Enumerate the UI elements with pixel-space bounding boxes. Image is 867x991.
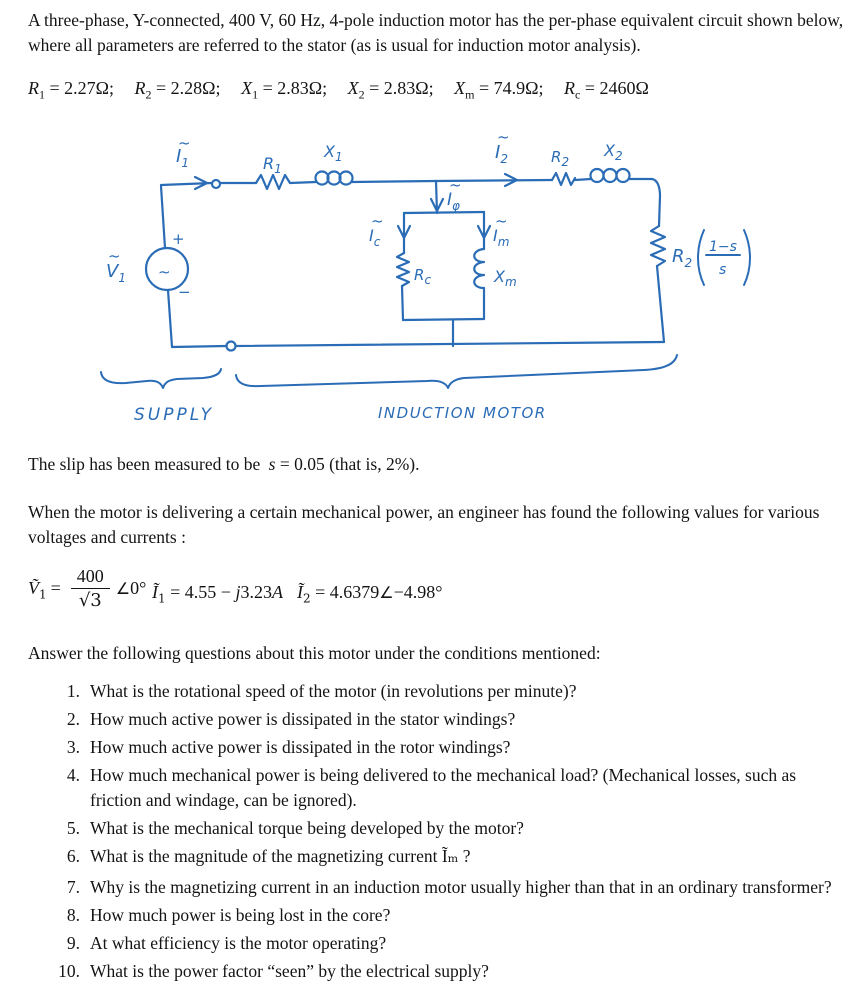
i2-angle-sign: ∠: [379, 583, 394, 602]
slip-variable: s: [268, 454, 276, 474]
question-text: Why is the magnetizing current in an induction motor usually higher than that in an ordinary transformer?: [90, 877, 832, 897]
v1-subscript: 1: [39, 587, 47, 602]
i2-equals: = 4.6379: [315, 582, 380, 602]
resistor-r1: [256, 175, 290, 189]
param-subscript: 1: [39, 87, 45, 102]
v1-angle-value: 0°: [130, 578, 147, 598]
i1-equals: = 4.55 −: [170, 582, 231, 602]
wire-bottom-left: [172, 346, 226, 347]
wire-right-corner: [652, 179, 660, 226]
question-text: What is the power factor “seen” by the electrical supply?: [90, 961, 489, 981]
tilde-mark: ~: [497, 128, 510, 146]
label-subscript: 1: [181, 156, 189, 170]
label-base: I: [493, 226, 498, 245]
question-text: How much mechanical power is being delivered to the mechanical load? (Mechanical losses, such as friction and windage, can be ignored).: [90, 765, 797, 810]
wire-right-down: [657, 266, 664, 342]
param-value: = 2.83Ω;: [369, 78, 434, 98]
wire-top-4: [352, 181, 436, 182]
question-number: 9.: [66, 933, 80, 953]
question-number: 2.: [66, 709, 80, 729]
label-subscript: m: [497, 235, 510, 249]
load-label-left-paren: [698, 230, 704, 285]
v1-base: Ṽ: [28, 578, 39, 598]
resistor-load: [651, 226, 665, 266]
label-base: I: [176, 146, 182, 167]
tilde-mark: ~: [178, 134, 191, 152]
value-i1: [152, 582, 283, 606]
supply-caption: SUPPLY: [134, 405, 214, 425]
supply-brace: [101, 369, 221, 388]
parameter-rc: [564, 78, 649, 102]
question-number: 4.: [66, 765, 80, 785]
label-base: R: [414, 266, 425, 284]
question-number: 5.: [66, 818, 80, 838]
question-item: [48, 679, 848, 704]
param-subscript: m: [465, 87, 475, 102]
i1-subscript: 1: [158, 591, 166, 606]
question-number: 7.: [66, 877, 80, 897]
label-subscript: 1: [118, 271, 126, 285]
question-item: [48, 959, 848, 984]
questions-list: [48, 679, 848, 987]
equivalent-circuit-diagram: [0, 122, 867, 434]
wire-source-bottom: [168, 290, 172, 347]
label-subscript: 2: [500, 152, 508, 166]
question-item: [48, 931, 848, 956]
label-base: I: [447, 190, 453, 210]
tilde-mark: ~: [495, 212, 508, 230]
question-text: What is the magnitude of the magnetizing current Ĩₘ ?: [90, 846, 471, 866]
inductor-x2-loop: [604, 169, 617, 182]
v1-denominator: √3: [78, 590, 102, 611]
v1-fraction: [71, 566, 110, 611]
param-value: = 2460Ω: [584, 78, 649, 98]
i1-unit: A: [271, 582, 283, 602]
source-plus-sign: +: [172, 230, 185, 248]
inductor-x2-loop: [591, 169, 604, 182]
tilde-mark: ~: [371, 212, 384, 230]
i2-base: Ĩ: [297, 582, 303, 602]
shunt-box-bottom-rail: [403, 319, 484, 320]
value-i2: [297, 582, 443, 606]
terminal-top: [212, 180, 220, 188]
v1-symbol: [28, 578, 47, 602]
param-subscript: 1: [252, 87, 259, 102]
question-number: 1.: [66, 681, 80, 701]
wire-rc-branch-bottom: [402, 286, 403, 320]
parameters-line: [28, 78, 665, 102]
label-base: R: [263, 154, 275, 173]
label-base: R: [672, 246, 685, 267]
intro-paragraph: A three-phase, Y-connected, 400 V, 60 Hz, 4-pole induction motor has the per-phase equivalent circuit shown below, where all parameters are referred to the stator (as is usual for induction motor analysis).: [28, 10, 844, 55]
question-text: What is the mechanical torque being developed by the motor?: [90, 818, 524, 838]
label-subscript: 2: [561, 155, 570, 169]
label-subscript: 2: [684, 256, 693, 270]
param-subscript: 2: [358, 87, 365, 102]
question-number: 10.: [58, 961, 80, 981]
question-text: At what efficiency is the motor operating?: [90, 933, 387, 953]
inductor-x1-label: [323, 142, 343, 164]
question-text: How much active power is dissipated in the rotor windings?: [90, 737, 511, 757]
label-subscript: c: [373, 235, 381, 249]
source-wave-icon: ∼: [158, 263, 171, 281]
resistor-rc: [397, 253, 409, 286]
question-item: [48, 816, 848, 841]
resistor-r1-label: [263, 154, 282, 176]
inductor-xm-label: [493, 267, 517, 289]
value-v1: [28, 566, 146, 611]
load-fraction-numerator: 1−s: [709, 239, 737, 255]
slip-text: The slip has been measured to be: [28, 454, 261, 474]
question-number: 3.: [66, 737, 80, 757]
tilde-mark: ~: [449, 176, 462, 194]
param-symbol: R: [28, 78, 39, 98]
label-subscript: 1: [334, 150, 343, 164]
values-row: [28, 566, 146, 611]
load-label-right-paren: [744, 230, 750, 285]
tilde-mark: ~: [108, 247, 121, 265]
param-symbol: X: [347, 78, 359, 98]
label-base: X: [494, 267, 505, 286]
question-item: [48, 735, 848, 760]
param-symbol: R: [134, 78, 146, 98]
source-minus-sign: −: [178, 283, 191, 301]
label-subscript: 2: [614, 149, 623, 163]
param-subscript: c: [575, 87, 581, 102]
question-text: How much power is being lost in the core?: [90, 905, 391, 925]
question-number: 6.: [66, 846, 80, 866]
param-value: = 2.83Ω;: [262, 78, 328, 98]
param-value: = 74.9Ω;: [478, 78, 544, 98]
question-text: How much active power is dissipated in the stator windings?: [90, 709, 516, 729]
question-item: [48, 763, 848, 813]
inductor-xm: [474, 249, 484, 288]
v1-equals: =: [50, 578, 61, 598]
question-item: [48, 707, 848, 732]
i1-imaginary-value: 3.23: [240, 582, 272, 602]
label-base: X: [324, 142, 335, 161]
i2-subscript: 2: [303, 591, 311, 606]
param-value: = 2.28Ω;: [156, 78, 221, 98]
slip-value: = 0.05 (that is, 2%).: [279, 454, 420, 474]
resistor-r2: [552, 173, 575, 185]
label-base: I: [369, 226, 374, 245]
label-subscript: φ: [452, 199, 460, 213]
i2-angle-value: −4.98°: [393, 582, 443, 602]
resistor-rc-label: [414, 266, 431, 287]
label-subscript: m: [504, 275, 517, 289]
v1-angle-sign: ∠: [115, 579, 131, 598]
load-resistor-label: [672, 246, 692, 270]
param-value: = 2.27Ω;: [49, 78, 115, 98]
measurement-paragraph: When the motor is delivering a certain mechanical power, an engineer has found the following values for various voltages and currents :: [28, 502, 820, 547]
question-item: [48, 875, 848, 900]
induction-motor-caption: INDUCTION MOTOR: [378, 404, 547, 422]
answer-instruction: Answer the following questions about this motor under the conditions mentioned:: [28, 643, 601, 663]
label-base: R: [551, 148, 562, 166]
question-item: [48, 844, 848, 869]
label-base: X: [604, 141, 615, 160]
param-symbol: X: [241, 78, 253, 98]
wire-bottom: [236, 342, 664, 346]
v1-numerator: 400: [71, 566, 110, 589]
label-subscript: c: [424, 273, 432, 287]
label-base: I: [495, 142, 501, 163]
question-number: 8.: [66, 905, 80, 925]
question-item: [48, 903, 848, 928]
wire-top-6: [575, 179, 591, 180]
shunt-box-top-rail: [404, 212, 484, 213]
param-symbol: X: [454, 78, 466, 98]
parameter-r1: [28, 78, 115, 102]
parameter-r2: [134, 78, 221, 102]
param-subscript: 2: [145, 87, 152, 102]
wire-source-top: [161, 186, 165, 248]
label-base: V: [106, 261, 119, 282]
question-text: What is the rotational speed of the motor (in revolutions per minute)?: [90, 681, 577, 701]
i1-imaginary-unit: j: [235, 582, 241, 602]
resistor-r2-label: [551, 148, 569, 169]
inductor-x2-loop: [617, 169, 630, 182]
inductor-x2-label: [603, 141, 623, 163]
i1-base: Ĩ: [152, 582, 158, 602]
voltage-v1-label: [106, 261, 126, 285]
terminal-bottom: [227, 342, 236, 351]
load-fraction-denominator: s: [719, 262, 727, 278]
parameter-xm: [454, 78, 544, 102]
induction-motor-brace: [236, 355, 677, 388]
wire-top-3: [290, 182, 316, 183]
label-subscript: 1: [274, 162, 282, 176]
slip-sentence: [28, 452, 420, 477]
parameter-x2: [347, 78, 434, 102]
parameter-x1: [241, 78, 328, 102]
param-symbol: R: [564, 78, 575, 98]
